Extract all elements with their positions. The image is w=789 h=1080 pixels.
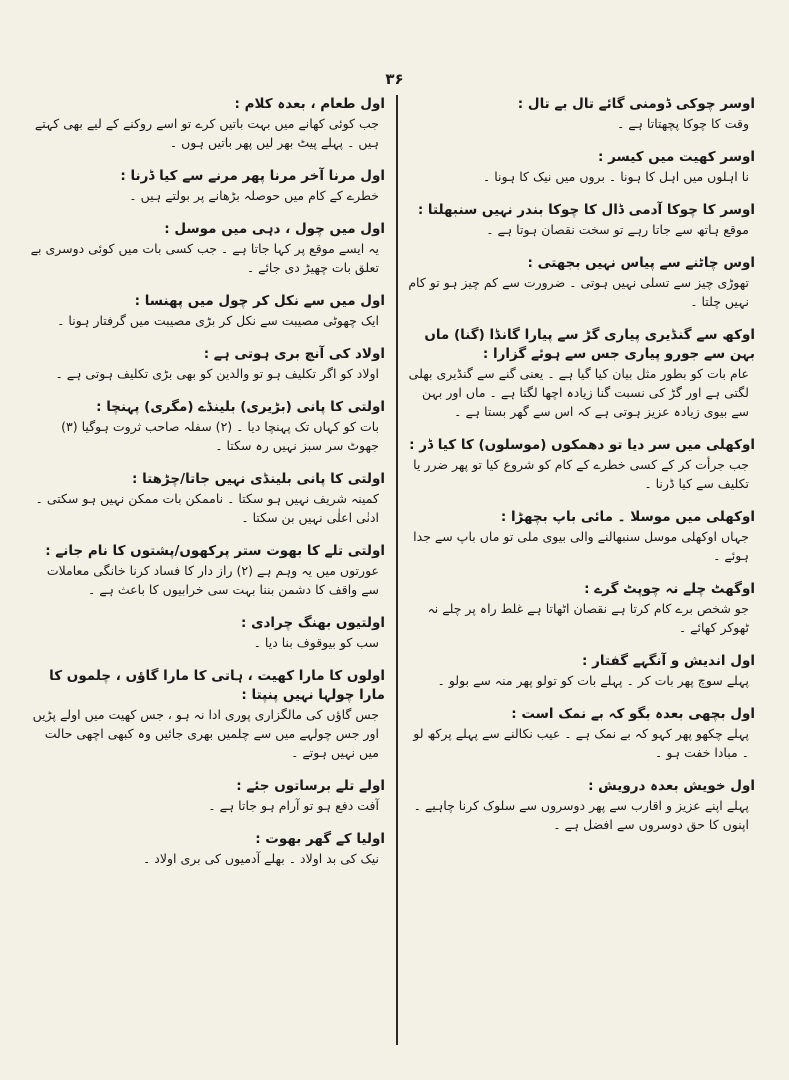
entry-phrase: اولتی تلے کا بھوت ستر پرکھوں/پشتوں کا نام جانے :: [45, 543, 385, 559]
entry: [30, 167, 385, 205]
entry-phrase: اولتیوں بھنگ چرادی :: [241, 615, 385, 631]
entry: [405, 201, 755, 239]
entry: [405, 508, 755, 565]
entry: [30, 95, 385, 152]
entry: [30, 614, 385, 652]
entry-phrase: اول اندیش و آنگہے گفتار :: [582, 653, 755, 669]
entry: [30, 470, 385, 527]
entry-phrase: اول بچھی بعدہ بگو کہ بے نمک است :: [511, 706, 755, 722]
entry-meaning: جو شخص برے کام کرتا ہے نقصان اٹھاتا ہے غلط راہ پر چلے نہ ٹھوکر کھائے ۔: [427, 601, 749, 635]
entry-meaning: پہلے چکھو پھر کہو کہ بے نمک ہے ۔ عیب نکالنے سے پہلے پرکھ لو ۔ مبادا خفت ہو ۔: [413, 726, 749, 760]
entry: [30, 345, 385, 383]
entry: [30, 398, 385, 455]
entry: [30, 830, 385, 868]
entry-meaning: تھوڑی چیز سے تسلی نہیں ہوتی ۔ ضرورت سے کم چیز ہو تو کام نہیں چلتا ۔: [408, 275, 749, 309]
entry-meaning: وقت کا چوکا پچھتاتا ہے ۔: [616, 116, 749, 131]
entry-phrase: اولے تلے برساتوں جئے :: [236, 778, 385, 794]
entry-phrase: اوکھلی میں سر دیا تو دھمکوں (موسلوں) کا کیا ڈر :: [409, 437, 755, 453]
entry-meaning: نا اہلوں میں اہل کا ہونا ۔ بروں میں نیک کا ہونا ۔: [482, 169, 749, 184]
entry: [405, 777, 755, 834]
entry-phrase: اولیا کے گھر بھوت :: [255, 831, 385, 847]
entry-meaning: بات کو کہاں تک پہنچا دیا ۔ (۲) سفلہ صاحب ثروت ہوگیا (۳) جھوٹ سر سبز نہیں رہ سکتا ۔: [61, 419, 379, 453]
entry: [30, 220, 385, 277]
entry-phrase: اولتی کا پانی بلینڈی نہیں جاتا/چڑھتا :: [132, 471, 385, 487]
entry: [405, 254, 755, 311]
entry-phrase: اول میں چول ، دہی میں موسل :: [164, 221, 385, 237]
entry-meaning: جس گاؤں کی مالگزاری پوری ادا نہ ہو ، جس کھیت میں اولے پڑیں اور جس چولہے میں سے چلمیں بھری جائیں وہ کبھی اچھی حالت میں نہیں ہوتے ۔: [32, 707, 379, 760]
entry-meaning: موقع ہاتھ سے جاتا رہے تو سخت نقصان ہوتا ہے ۔: [486, 222, 749, 237]
entry-phrase: اوس چاٹنے سے پیاس نہیں بجھتی :: [527, 255, 755, 271]
entry-phrase: اولاد کی آنچ بری ہوتی ہے :: [203, 346, 385, 362]
column-divider: [396, 95, 398, 1045]
entry-meaning: عام بات کو بطور مثل بیان کیا گیا ہے ۔ یعنی گنے سے گنڈیری بھلی لگتی ہے اور گڑ کی نسبت گنا زیادہ اچھا لگتا ہے ۔ ماں اور بہن سے بیوی زیادہ عزیز ہوتی ہے کہ اس سے گھر بستا ہے ۔: [408, 366, 749, 419]
entry-phrase: اول میں سے نکل کر چول میں پھنسا :: [134, 293, 385, 309]
entry-phrase: اولتی کا پانی (بڑیری) بلینڈے (مگری) پہنچا :: [96, 399, 385, 415]
entry-phrase: اول طعام ، بعدہ کلام :: [234, 96, 385, 112]
entry: [405, 95, 755, 133]
entry-phrase: اوکھ سے گنڈیری پیاری گڑ سے پیارا گانڈا (گنا) ماں بہن سے جورو پیاری جس سے ہوئے گزارا :: [424, 327, 755, 362]
entry-meaning: پہلے سوچ پھر بات کر ۔ پہلے بات کو تولو پھر منہ سے بولو ۔: [437, 673, 749, 688]
entry-meaning: کمینہ شریف نہیں ہو سکتا ۔ ناممکن بات ممکن نہیں ہو سکتی ۔ ادنٰی اعلٰی نہیں بن سکتا ۔: [35, 491, 379, 525]
entry-meaning: جب جرأت کر کے کسی خطرے کے کام کو شروع کیا تو پھر ضرر یا تکلیف سے کیا ڈرنا ۔: [413, 457, 749, 491]
entry-meaning: یہ ایسے موقع پر کہا جاتا ہے ۔ جب کسی بات میں کوئی دوسری بے تعلق بات چھیڑ دی جائے ۔: [30, 241, 379, 275]
entry-phrase: اوسر کا چوکا آدمی ڈال کا چوکا بندر نہیں سنبھلتا :: [417, 202, 755, 218]
entry-meaning: اولاد کو اگر تکلیف ہو تو والدین کو بھی بڑی تکلیف ہوتی ہے ۔: [55, 366, 379, 381]
entry: [405, 652, 755, 690]
entry: [405, 326, 755, 421]
entry: [405, 705, 755, 762]
entry-phrase: اول خویش بعدہ درویش :: [588, 778, 755, 794]
entry: [30, 292, 385, 330]
entry-phrase: اوکھلی میں موسلا ۔ مائی باپ بچھڑا :: [500, 509, 755, 525]
entry-phrase: اوسر چوکی ڈومنی گائے تال بے تال :: [517, 96, 755, 112]
entry-phrase: اول مرنا آخر مرنا پھر مرنے سے کیا ڈرنا :: [120, 168, 385, 184]
entry-meaning: عورتوں میں یہ وہم ہے (۲) راز دار کا فساد کرنا خانگی معاملات سے واقف کا دشمن بننا بہت سی خرابیوں کا باعث ہے ۔: [46, 563, 379, 597]
entry-meaning: سب کو بیوقوف بنا دیا ۔: [253, 635, 379, 650]
left-column: [30, 95, 385, 1060]
entry-phrase: اوگھٹ چلے نہ چوپٹ گرے :: [584, 581, 755, 597]
entry: [30, 542, 385, 599]
entry-phrase: اوسر کھیت میں کیسر :: [598, 149, 755, 165]
right-column: [405, 95, 755, 1060]
entry-meaning: نیک کی بد اولاد ۔ بھلے آدمیوں کی بری اولاد ۔: [142, 851, 379, 866]
entry-meaning: خطرے کے کام میں حوصلہ بڑھانے پر بولتے ہیں ۔: [129, 188, 379, 203]
entry: [405, 148, 755, 186]
entry: [405, 580, 755, 637]
entry-meaning: جب کوئی کھانے میں بہت باتیں کرے تو اسے روکنے کے لیے بھی کہتے ہیں ۔ پہلے پیٹ بھر لیں پھر باتیں ہوں ۔: [34, 116, 379, 150]
entry: [30, 777, 385, 815]
entry: [405, 436, 755, 493]
page-number: ۳۶: [385, 70, 404, 88]
entry-meaning: آفت دفع ہو تو آرام ہو جاتا ہے ۔: [208, 798, 379, 813]
entry-phrase: اولوں کا مارا کھیت ، ہاتی کا مارا گاؤں ، چلموں کا مارا چولہا نہیں پنپتا :: [49, 668, 385, 703]
entry: [30, 667, 385, 762]
entry-meaning: پہلے اپنے عزیز و اقارب سے پھر دوسروں سے سلوک کرنا چاہیے ۔ اپنوں کا حق دوسروں سے افضل ہے ۔: [413, 798, 749, 832]
entry-meaning: جہاں اوکھلی موسل سنبھالنے والی بیوی ملی تو ماں باپ سے جدا ہوئے ۔: [413, 529, 749, 563]
entry-meaning: ایک چھوٹی مصیبت سے نکل کر بڑی مصیبت میں گرفتار ہونا ۔: [57, 313, 379, 328]
